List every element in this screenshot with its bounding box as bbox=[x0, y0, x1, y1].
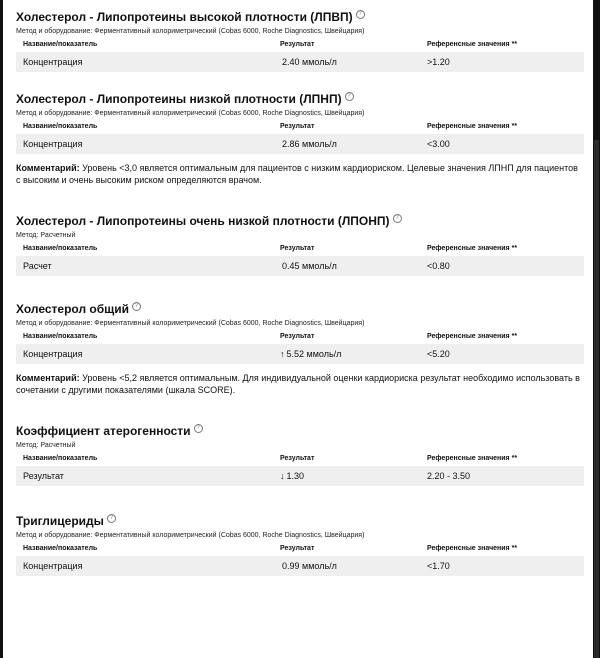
header-reference: Референсные значения ** bbox=[427, 333, 518, 340]
header-reference: Референсные значения ** bbox=[427, 545, 518, 552]
results-content bbox=[16, 0, 584, 576]
table-row bbox=[16, 344, 584, 364]
table-header bbox=[16, 330, 584, 344]
row-result-value: 0.45 ммоль/л bbox=[282, 261, 337, 271]
row-reference: 2.20 - 3.50 bbox=[427, 471, 471, 481]
section-title bbox=[16, 212, 584, 230]
header-name: Название/показатель bbox=[23, 333, 98, 340]
header-result: Результат bbox=[280, 41, 315, 48]
table-header bbox=[16, 242, 584, 256]
help-icon[interactable]: ? bbox=[393, 214, 402, 223]
row-result bbox=[280, 134, 427, 154]
help-icon[interactable]: ? bbox=[194, 424, 203, 433]
section-title-text: Холестерол - Липопротеины очень низкой плотности (ЛПОНП) bbox=[16, 214, 390, 228]
method-text: Метод и оборудование: Ферментативный колориметрический (Cobas 6000, Roche Diagnostics, Швейцария) bbox=[16, 320, 365, 327]
section-triglycerides bbox=[16, 512, 584, 576]
table-header bbox=[16, 38, 584, 52]
section-total-cholesterol bbox=[16, 300, 584, 396]
up-arrow-icon: ↑ bbox=[280, 349, 285, 359]
row-result-value: 1.30 bbox=[286, 471, 305, 481]
row-result bbox=[271, 466, 427, 486]
header-result: Результат bbox=[280, 545, 315, 552]
table-row bbox=[16, 134, 584, 154]
comment bbox=[16, 372, 584, 396]
table-row bbox=[16, 466, 584, 486]
row-reference: >1.20 bbox=[427, 57, 450, 67]
table-row bbox=[16, 256, 584, 276]
comment-text: Уровень <3,0 является оптимальным для пациентов с низким кардиориском. Целевые значения ЛПНП для пациентов с высоким и очень высоким риском определяются врачом. bbox=[16, 163, 578, 185]
help-icon[interactable]: ? bbox=[356, 10, 365, 19]
table-row bbox=[16, 52, 584, 72]
row-reference: <0.80 bbox=[427, 261, 450, 271]
table-header bbox=[16, 452, 584, 466]
section-title bbox=[16, 300, 584, 318]
row-result bbox=[280, 256, 427, 276]
section-title-text: Холестерол общий bbox=[16, 302, 130, 316]
section-title-text: Холестерол - Липопротеины низкой плотности (ЛПНП) bbox=[16, 92, 342, 106]
row-name: Концентрация bbox=[23, 57, 83, 67]
section-atherogenic-index bbox=[16, 422, 584, 486]
method-text: Метод и оборудование: Ферментативный колориметрический (Cobas 6000, Roche Diagnostics, Швейцария) bbox=[16, 532, 365, 539]
help-icon[interactable]: ? bbox=[107, 514, 116, 523]
row-result-value: 5.52 ммоль/л bbox=[286, 349, 342, 359]
method-text: Метод и оборудование: Ферментативный колориметрический (Cobas 6000, Roche Diagnostics, Швейцария) bbox=[16, 28, 365, 35]
row-result bbox=[280, 556, 427, 576]
section-title-text: Холестерол - Липопротеины высокой плотности (ЛПВП) bbox=[16, 10, 353, 24]
row-result-value: 0.99 ммоль/л bbox=[282, 561, 337, 571]
row-result-value: 2.86 ммоль/л bbox=[282, 139, 337, 149]
table-header bbox=[16, 542, 584, 556]
header-reference: Референсные значения ** bbox=[427, 455, 518, 462]
comment-label: Комментарий: bbox=[16, 163, 80, 173]
header-name: Название/показатель bbox=[23, 545, 98, 552]
section-ldl bbox=[16, 90, 584, 186]
section-title-text: Коэффициент атерогенности bbox=[16, 424, 191, 438]
header-reference: Референсные значения ** bbox=[427, 123, 518, 130]
table-row bbox=[16, 556, 584, 576]
comment-text: Уровень <5,2 является оптимальным. Для индивидуальной оценки кардиориска результат необходимо использовать в сочетании с другими показателями (шкала SCORE). bbox=[16, 373, 580, 395]
header-reference: Референсные значения ** bbox=[427, 41, 518, 48]
method-text: Метод: Расчетный bbox=[16, 442, 76, 449]
method-text: Метод: Расчетный bbox=[16, 232, 76, 239]
row-name: Концентрация bbox=[23, 139, 83, 149]
left-border bbox=[0, 0, 3, 658]
scrollbar[interactable] bbox=[593, 0, 600, 658]
header-result: Результат bbox=[280, 245, 315, 252]
header-name: Название/показатель bbox=[23, 455, 98, 462]
scrollbar-thumb[interactable] bbox=[594, 140, 599, 658]
header-result: Результат bbox=[280, 123, 315, 130]
help-icon[interactable]: ? bbox=[132, 302, 141, 311]
section-title bbox=[16, 422, 584, 440]
row-name: Концентрация bbox=[23, 349, 83, 359]
header-result: Результат bbox=[280, 455, 315, 462]
section-vldl bbox=[16, 212, 584, 276]
header-reference: Референсные значения ** bbox=[427, 245, 518, 252]
section-title bbox=[16, 90, 584, 108]
row-name: Расчет bbox=[23, 261, 52, 271]
help-icon[interactable]: ? bbox=[345, 92, 354, 101]
comment bbox=[16, 162, 584, 186]
row-result bbox=[280, 52, 427, 72]
row-reference: <1.70 bbox=[427, 561, 450, 571]
row-reference: <3.00 bbox=[427, 139, 450, 149]
row-reference: <5.20 bbox=[427, 349, 450, 359]
header-name: Название/показатель bbox=[23, 245, 98, 252]
method-text: Метод и оборудование: Ферментативный колориметрический (Cobas 6000, Roche Diagnostics, Швейцария) bbox=[16, 110, 365, 117]
section-title bbox=[16, 8, 584, 26]
section-title bbox=[16, 512, 584, 530]
row-result-value: 2.40 ммоль/л bbox=[282, 57, 337, 67]
header-name: Название/показатель bbox=[23, 123, 98, 130]
row-name: Результат bbox=[23, 471, 64, 481]
section-title-text: Триглицериды bbox=[16, 514, 104, 528]
row-name: Концентрация bbox=[23, 561, 83, 571]
comment-label: Комментарий: bbox=[16, 373, 80, 383]
row-result bbox=[271, 344, 427, 364]
table-header bbox=[16, 120, 584, 134]
down-arrow-icon: ↓ bbox=[280, 471, 285, 481]
header-name: Название/показатель bbox=[23, 41, 98, 48]
section-hdl bbox=[16, 8, 584, 72]
header-result: Результат bbox=[280, 333, 315, 340]
